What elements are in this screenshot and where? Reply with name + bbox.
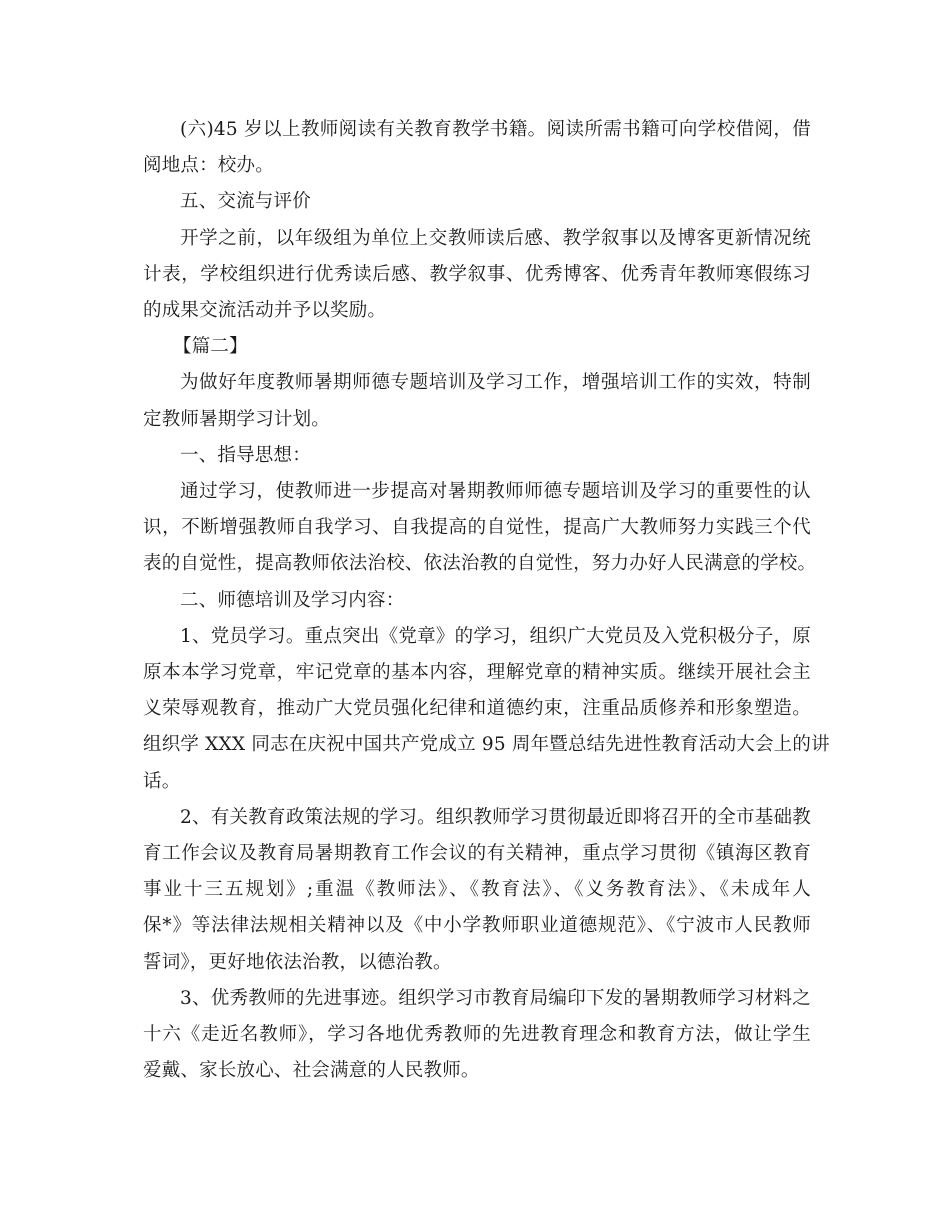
text-line: 组织学 XXX 同志在庆祝中国共产党成立 95 周年暨总结先进性教育活动大会上的讲 — [143, 734, 830, 756]
text-line: 育工作会议及教育局暑期教育工作会议的有关精神，重点学习贯彻《镇海区教育 — [143, 843, 811, 865]
text-line: 开学之前，以年级组为单位上交教师读后感、教学叙事以及博客更新情况统 — [180, 227, 811, 249]
text-line: 计表，学校组织进行优秀读后感、教学叙事、优秀博客、优秀青年教师寒假练习 — [143, 263, 811, 285]
text-line: 识，不断增强教师自我学习、自我提高的自觉性，提高广大教师努力实践三个代 — [143, 517, 811, 539]
text-line: 事业十三五规划》;重温《教师法》、《教育法》、《义务教育法》、《未成年人 — [143, 879, 811, 901]
text-line: 的成果交流活动并予以奖励。 — [143, 300, 387, 322]
text-line: 誓词》，更好地依法治教，以德治教。 — [143, 951, 452, 973]
text-line: (六)45 岁以上教师阅读有关教育教学书籍。阅读所需书籍可向学校借阅，借 — [180, 119, 811, 140]
paragraph-exchange-activity — [143, 221, 811, 330]
paragraph-excellent-teachers — [143, 981, 811, 1090]
text-line: 十六《走近名教师》，学习各地优秀教师的先进教育理念和教育方法，做让学生 — [143, 1024, 811, 1046]
paragraph-reading-books — [143, 112, 811, 184]
paragraph-education-policy — [143, 800, 811, 981]
section-heading-training-content: 二、师德培训及学习内容： — [180, 589, 405, 611]
text-line: 阅地点：校办。 — [143, 155, 274, 177]
text-line: 3、优秀教师的先进事迹。组织学习市教育局编印下发的暑期教师学习材料之 — [180, 987, 811, 1009]
section-heading-exchange-evaluation: 五、交流与评价 — [180, 191, 311, 213]
text-line: 通过学习，使教师进一步提高对暑期教师师德专题培训及学习的重要性的认 — [180, 481, 811, 503]
text-line: 为做好年度教师暑期师德专题培训及学习工作，增强培训工作的实效，特制 — [180, 372, 811, 394]
section-title-part-two: 【篇二】 — [173, 336, 248, 358]
text-line: 义荣辱观教育，推动广大党员强化纪律和道德约束，注重品质修养和形象塑造。 — [143, 698, 811, 720]
paragraph-intro-plan — [143, 365, 811, 437]
text-line: 原本本学习党章，牢记党章的基本内容，理解党章的精神实质。继续开展社会主 — [143, 662, 811, 684]
paragraph-guiding-thought — [143, 474, 817, 583]
document-body — [143, 112, 830, 1089]
paragraph-party-member-study — [143, 619, 830, 800]
text-line: 表的自觉性，提高教师依法治校、依法治教的自觉性，努力办好人民满意的学校。 — [143, 553, 817, 575]
text-line: 保*》等法律法规相关精神以及《中小学教师职业道德规范》、《宁波市人民教师 — [143, 915, 811, 937]
text-line: 话。 — [143, 770, 181, 792]
text-line: 1、党员学习。重点突出《党章》的学习，组织广大党员及入党积极分子，原 — [180, 625, 811, 647]
text-line: 2、有关教育政策法规的学习。组织教师学习贯彻最近即将召开的全市基础教 — [180, 806, 811, 828]
text-line: 爱戴、家长放心、社会满意的人民教师。 — [143, 1060, 480, 1082]
text-line: 定教师暑期学习计划。 — [143, 408, 331, 430]
section-heading-guiding-thought: 一、指导思想： — [180, 444, 311, 466]
